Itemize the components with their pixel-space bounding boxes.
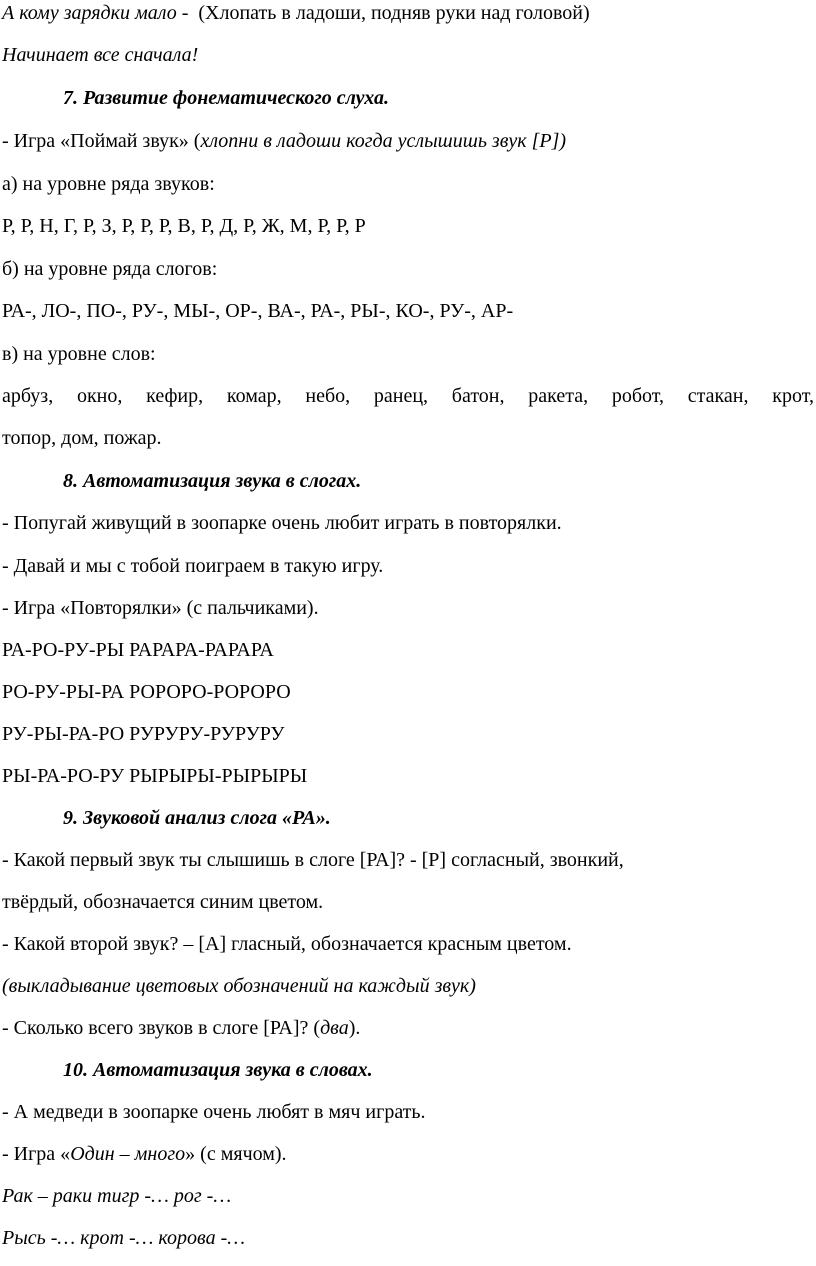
text-line: - Игра «Повторялки» (с пальчиками). [2, 597, 319, 619]
text-line: - Давай и мы с тобой поиграем в такую игру. [2, 555, 384, 577]
text-line: (выкладывание цветовых обозначений на каждый звук) [2, 975, 476, 997]
text-line: Р, Р, Н, Г, Р, З, Р, Р, Р, В, Р, Д, Р, Ж, М, Р, Р, Р [2, 215, 366, 237]
word: окно, [76, 385, 123, 407]
italic-fragment: Один – много [70, 1143, 186, 1165]
text-line: - А медведи в зоопарке очень любят в мяч играть. [2, 1101, 426, 1123]
italic-fragment: хлопни в ладоши когда услышишь звук [Р]) [200, 130, 567, 152]
text-line: - Попугай живущий в зоопарке очень любит играть в повторялки. [2, 512, 562, 534]
text-line: б) на уровне ряда слогов: [2, 258, 218, 280]
word: кефир, [146, 385, 204, 407]
text-line: РА-, ЛО-, ПО-, РУ-, МЫ-, ОР-, ВА-, РА-, РЫ-, КО-, РУ-, АР- [2, 300, 514, 322]
word: стакан, [687, 385, 749, 407]
word: ранец, [373, 385, 429, 407]
word: арбуз, [2, 385, 54, 407]
section-heading-9: 9. Звуковой анализ слога «РА». [63, 807, 331, 829]
justified-word-line [2, 384, 814, 408]
text-fragment: (Хлопать в ладоши, подняв руки над головой) [188, 2, 590, 24]
text-line: а) на уровне ряда звуков: [2, 173, 215, 195]
text-line [2, 129, 566, 153]
word: робот, [611, 385, 665, 407]
text-fragment: - Игра « [2, 1143, 71, 1165]
text-fragment: ). [348, 1017, 361, 1039]
text-fragment: - Сколько всего звуков в слоге [РА]? ( [2, 1017, 321, 1039]
text-line: - Какой второй звук? – [А] гласный, обозначается красным цветом. [2, 933, 572, 955]
text-line: Рысь -… крот -… корова -… [2, 1227, 246, 1249]
text-line: Начинает все сначала! [2, 44, 199, 66]
syllable-line: РО-РУ-РЫ-РА РОРОРО-РОРОРО [2, 681, 291, 703]
italic-fragment: два [320, 1017, 349, 1039]
word: крот, [772, 385, 814, 407]
syllable-line: РЫ-РА-РО-РУ РЫРЫРЫ-РЫРЫРЫ [2, 765, 308, 787]
text-line [2, 1, 590, 25]
text-fragment: » (с мячом). [185, 1143, 287, 1165]
text-line: Рак – раки тигр -… рог -… [2, 1185, 232, 1207]
text-line: - Какой первый звук ты слышишь в слоге [РА]? - [Р] согласный, звонкий, [2, 849, 624, 871]
syllable-line: РА-РО-РУ-РЫ РАРАРА-РАРАРА [2, 639, 274, 661]
text-line [2, 1016, 360, 1040]
section-heading-8: 8. Автоматизация звука в слогах. [63, 470, 362, 492]
section-heading-10: 10. Автоматизация звука в словах. [63, 1059, 373, 1081]
text-line: топор, дом, пожар. [2, 427, 162, 449]
section-heading-7: 7. Развитие фонематического слуха. [63, 87, 390, 109]
text-fragment: - Игра «Поймай звук» ( [2, 130, 201, 152]
text-line: твёрдый, обозначается синим цветом. [2, 891, 324, 913]
word: небо, [305, 385, 351, 407]
word: комар, [226, 385, 282, 407]
text-line: в) на уровне слов: [2, 343, 156, 365]
text-line [2, 1142, 287, 1166]
syllable-line: РУ-РЫ-РА-РО РУРУРУ-РУРУРУ [2, 723, 285, 745]
word: батон, [451, 385, 505, 407]
italic-fragment: А кому зарядки мало - [2, 2, 189, 24]
word: ракета, [528, 385, 589, 407]
